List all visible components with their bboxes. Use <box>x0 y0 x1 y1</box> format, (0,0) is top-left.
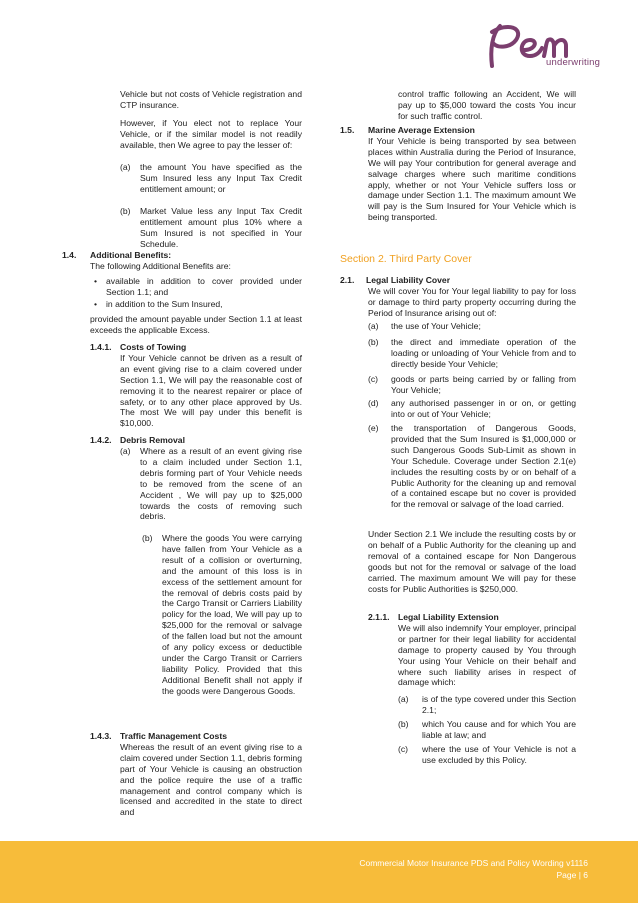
section-1-4-2 <box>90 435 302 446</box>
item-text: the use of Your Vehicle; <box>391 321 481 331</box>
extension-item-b <box>398 719 576 741</box>
section-intro: We will cover You for Your legal liability to pay for loss or damage to third party property occurring during the Period of Insurance arising out of: <box>368 285 576 318</box>
item-text: Where as a result of an event giving rise to a claim included under Section 1.1, debris forming part of Your Vehicle needs to be removed from the scene of an Accident , We will pay up to $25,000 towards the costs of removing such debris. <box>140 446 302 522</box>
section-number: 2.1.1. <box>368 612 390 622</box>
section-number: 1.4.1. <box>90 342 112 352</box>
item-text: goods or parts being carried by or falling from Your Vehicle; <box>391 374 576 395</box>
section-1-5 <box>340 125 576 223</box>
section-body: We will also indemnify Your employer, principal or partner for their legal liability for accidental damage to property caused by You through Your using Your Vehicle on their behalf and where such liability arises in respect of damage which: <box>398 622 577 688</box>
item-label: (a) <box>120 162 131 172</box>
liability-item-c <box>368 374 576 396</box>
item-text: Market Value less any Input Tax Credit entitlement amount plus 10% where a Sum Insured is not specified in Your Schedule. <box>140 206 302 249</box>
item-label: (b) <box>368 337 379 347</box>
item-label: (d) <box>368 398 379 408</box>
brand-tagline: underwriting <box>546 57 601 68</box>
replace-intro: However, if You elect not to replace Your Vehicle, or if the similar model is not readily available, then We agree to pay the lesser of: <box>120 118 302 150</box>
footer-page-number: Page | 6 <box>556 870 588 880</box>
section-2-1 <box>340 275 576 319</box>
extension-item-c <box>398 744 576 766</box>
item-text: the transportation of Dangerous Goods, provided that the Sum Insured is $1,000,000 or such Dangerous Goods Sub-Limit as shown in Your Schedule. Coverage under Section 2.1(e) includes the resulting costs by or on behalf of a Public Authority for the cleaning up and removal of a contained escape but no cover is provided for the removal or salvage of the load carried. <box>391 423 576 510</box>
bullet-icon: • <box>94 299 98 309</box>
item-label: (a) <box>368 321 379 331</box>
section-1-4 <box>62 250 302 272</box>
brand-logo <box>478 20 603 72</box>
section-number: 1.5. <box>340 125 355 135</box>
item-label: (a) <box>120 446 131 456</box>
section-1-4-1 <box>90 342 302 429</box>
bullet-1 <box>90 276 302 298</box>
item-label: (b) <box>398 719 409 729</box>
section-title: Marine Average Extension <box>368 125 475 135</box>
page-footer <box>0 841 638 903</box>
provided-text: provided the amount payable under Section 1.1 at least exceeds the applicable Excess. <box>90 314 302 335</box>
liability-item-a <box>368 321 576 332</box>
item-label: (b) <box>120 206 131 216</box>
section-number: 1.4.3. <box>90 731 112 741</box>
right-continuation: control traffic following an Accident, We will pay up to $5,000 toward the costs You incur for such traffic control. <box>398 89 576 121</box>
section-title: Traffic Management Costs <box>120 731 227 741</box>
item-text: is of the type covered under this Section 2.1; <box>422 694 576 715</box>
section-2-1-1 <box>368 612 576 688</box>
item-text: the direct and immediate operation of the loading or unloading of Your Vehicle from and to directly beside Your Vehicle; <box>391 337 576 369</box>
bullet-text: available in addition to cover provided under Section 1.1; and <box>106 276 302 297</box>
section-title: Legal Liability Extension <box>398 612 499 622</box>
section-number: 1.4.2. <box>90 435 112 445</box>
section-number: 2.1. <box>340 275 355 285</box>
debris-item-a <box>120 446 302 522</box>
item-label: (a) <box>398 694 409 704</box>
liability-item-e <box>368 423 576 510</box>
liability-item-d <box>368 398 576 420</box>
item-label: (b) <box>142 533 153 543</box>
left-continuation: Vehicle but not costs of Vehicle registration and CTP insurance. <box>120 89 302 110</box>
public-authority-text: Under Section 2.1 We include the resulting costs by or on behalf of a Public Authority for the cleaning up and removal of a contained escape for Non Dangerous goods but not for the removal or salvage of the load carried. The maximum amount We will pay for these costs for Public Authorities is $250,000. <box>368 529 576 594</box>
item-label: (c) <box>398 744 409 754</box>
section-number: 1.4. <box>62 250 77 260</box>
section-body: If Your Vehicle is being transported by sea between places within Australia during the Period of Insurance, We will pay Your contribution for general average and salvage charges where such maritime conditions apply, whether or not Your Vehicle suffers loss or damage under Section 1.1. The maximum amount We will pay is the Sum Insured for Your Vehicle which is being transported. <box>368 135 576 223</box>
section-title: Costs of Towing <box>120 342 187 352</box>
section-1-4-3 <box>90 731 302 818</box>
section-body: Whereas the result of an event giving rise to a claim covered under Section 1.1, debris forming part of Your Vehicle is causing an obstruction and the police require the use of a traffic management and control company which is licensed and accredited in the state to direct and <box>120 741 302 818</box>
bullet-2 <box>90 299 302 310</box>
extension-item-a <box>398 694 576 716</box>
debris-item-b <box>142 533 302 697</box>
replace-item-b <box>120 206 302 250</box>
section-title: Legal Liability Cover <box>366 275 451 285</box>
item-label: (c) <box>368 374 379 384</box>
section-body: If Your Vehicle cannot be driven as a result of an event giving rise to a claim covered under Section 1.1, We will pay the reasonable cost of removing it to the nearest repairer or place of safety, or to any other place approved by Us. The most We will pay under this benefit is $10,000. <box>120 352 302 429</box>
item-text: the amount You have specified as the Sum Insured less any Input Tax Credit entitlement amount; or <box>140 162 302 194</box>
item-text: Where the goods You were carrying have fallen from Your Vehicle as a result of a collision or overturning, and the amount of this loss is in excess of the settlement amount for the removal of debris costs paid by the Cargo Transit or Carriers Liability policy for the load, We will pay up to $25,000 for the removal or salvage of the fallen load but not the amount of any policy excess or deductible under the Cargo Transit or Carriers liability Policy. Provided that this Additional Benefit shall not apply if the goods were Dangerous Goods. <box>162 533 302 696</box>
bullet-text: in addition to the Sum Insured, <box>106 299 223 309</box>
footer-doc-title: Commercial Motor Insurance PDS and Policy Wording v1116 <box>359 858 588 868</box>
item-text: where the use of Your Vehicle is not a use excluded by this Policy. <box>422 744 576 765</box>
replace-item-a <box>120 162 302 195</box>
bullet-icon: • <box>94 276 98 286</box>
section-title: Debris Removal <box>120 435 185 445</box>
section-title: Additional Benefits: <box>90 250 172 260</box>
item-text: any authorised passenger in or on, or getting into or out of Your Vehicle; <box>391 398 576 419</box>
section-intro: The following Additional Benefits are: <box>90 260 231 271</box>
item-label: (e) <box>368 423 379 433</box>
liability-item-b <box>368 337 576 370</box>
section-2-heading: Section 2. Third Party Cover <box>340 253 472 265</box>
item-text: which You cause and for which You are liable at law; and <box>422 719 576 740</box>
